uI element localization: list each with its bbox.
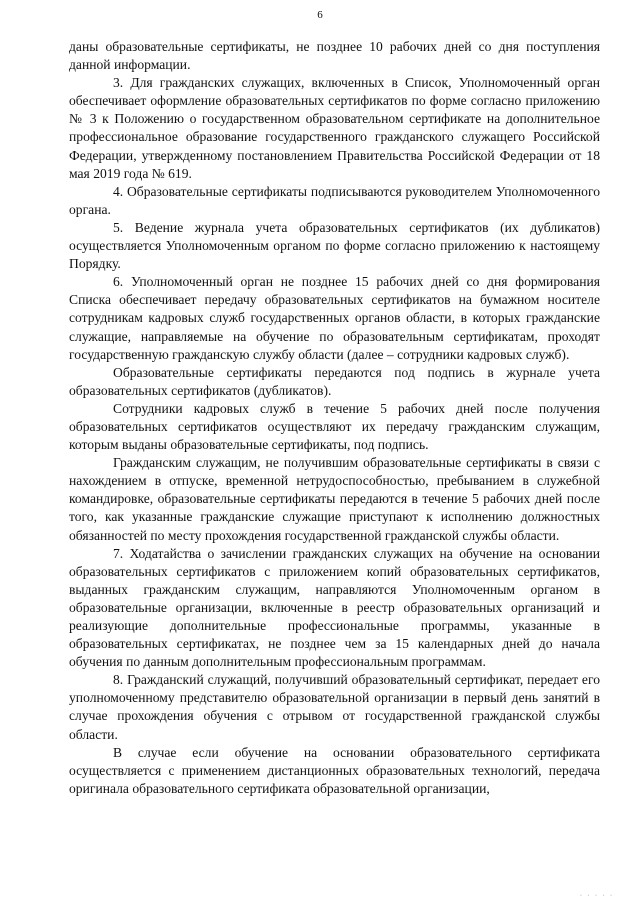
paragraph-item-4: 4. Образовательные сертификаты подписываются руководителем Уполномоченного органа. [69, 183, 600, 217]
paragraph-distance-learning: В случае если обучение на основании образовательного сертификата осуществляется с применением дистанционных образовательных технологий, передача оригинала образовательного сертификата образовательной организации, [69, 744, 600, 796]
paragraph-absent-employees: Гражданским служащим, не получившим образовательные сертификаты в связи с нахождением в отпуске, временной нетрудоспособностью, пребыванием в служебной командировке, образовательные сертификаты передаются в течение 5 рабочих дней после того, как указанные гражданские служащие приступают к исполнению должностных обязанностей по месту прохождения государственной гражданской службы области. [69, 455, 600, 543]
scan-artifact-mark: · · · · · [580, 893, 614, 899]
paragraph-item-7: 7. Ходатайства о зачислении гражданских служащих на обучение на основании образовательных сертификатов с приложением копий образовательных сертификатов, выданных гражданским служащим, направляются Уполномоченным органом в образовательные организации, включенные в реестр образовательных организаций и реализующие дополнительные профессиональные программы, указанные в образовательных сертификатах, не позднее чем за 15 календарных дней до начала обучения по данным дополнительным профессиональным программам. [69, 545, 600, 670]
paragraph-item-3: 3. Для гражданских служащих, включенных в Список, Уполномоченный орган обеспечивает оформление образовательных сертификатов по форме согласно приложению № 3 к Положению о государственном образовательном сертификате на дополнительное профессиональное образование государственного гражданского служащего Российской Федерации, утвержденному постановлением Правительства Российской Федерации от 18 мая 2019 года № 619. [69, 75, 600, 181]
paragraph-continuation: даны образовательные сертификаты, не позднее 10 рабочих дней со дня поступления данной информации. [69, 39, 600, 73]
paragraph-item-5: 5. Ведение журнала учета образовательных сертификатов (их дубликатов) осуществляется Уполномоченным органом по форме согласно приложению к настоящему Порядку. [69, 219, 600, 272]
page-number: 6 [317, 9, 323, 21]
paragraph-hr-transfer: Сотрудники кадровых служб в течение 5 рабочих дней после получения образовательных сертификатов осуществляют их передачу гражданским служащим, которым выданы образовательные сертификаты, под подпись. [69, 400, 600, 453]
document-body [69, 38, 600, 798]
paragraph-item-8: 8. Гражданский служащий, получивший образовательный сертификат, передает его уполномоченному представителю образовательной организации в первый день занятий в случае прохождения обучения с отрывом от государственной гражданской службы области. [69, 672, 600, 742]
paragraph-handover-signature: Образовательные сертификаты передаются под подпись в журнале учета образовательных сертификатов (дубликатов). [69, 364, 600, 398]
paragraph-item-6: 6. Уполномоченный орган не позднее 15 рабочих дней со дня формирования Списка обеспечивает передачу образовательных сертификатов на бумажном носителе сотрудникам кадровых служб государственных органов области, в которых гражданские служащие, направляемые на обучение по образовательным сертификатам, проходят государственную гражданскую службу области (далее – сотрудники кадровых служб). [69, 274, 600, 362]
